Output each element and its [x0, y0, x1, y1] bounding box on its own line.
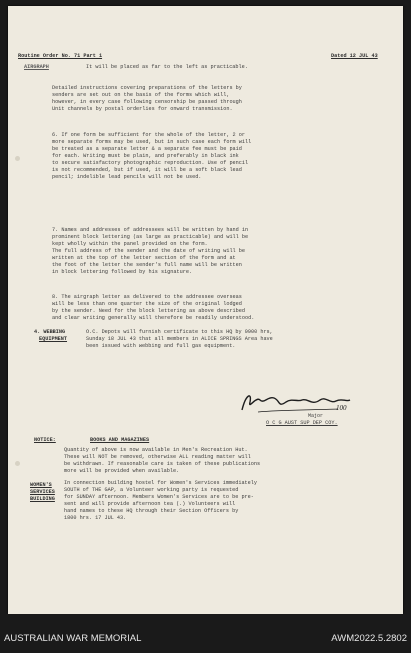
para-7-line: prominent block lettering (as large as practicable) and will be [52, 234, 249, 240]
para-1-line-1: Detailed instructions covering preparations of the letters by [52, 85, 242, 91]
section-label-equipment: EQUIPMENT [39, 336, 68, 342]
para-6-line: is not recommended, but if used, it will be a soft black lead [52, 167, 242, 173]
para-7-line: in block lettering followed by his signature. [52, 269, 193, 275]
punch-hole [15, 461, 20, 466]
para-1-line-2: senders are set out on the basis of the forms which will, [52, 92, 230, 98]
para-6-line: for each. Writing must be plain, and preferably in black ink [52, 153, 239, 159]
airgraph-intro-line: It will be placed as far to the left as practicable. [86, 64, 248, 70]
signature-rank: Major [308, 413, 324, 419]
notice-line: be withdrawn. If reasonable care is taken of these publications [64, 461, 261, 467]
webbing-line: O.C. Depots will furnish certificate to this HQ by 0900 hrs, [86, 329, 273, 335]
para-8-line: will be less than one quarter the size of the original lodged [52, 301, 242, 307]
order-date: Dated 12 JUL 43 [331, 53, 378, 59]
para-7-line: written at the top of the letter section of the form and at [52, 255, 236, 261]
para-6-line: 6. If one form be sufficient for the whole of the letter, 2 or [52, 132, 246, 138]
section-label-services: SERVICES [30, 489, 55, 495]
para-6-line: more separate forms may be used, but in such case each form will [52, 139, 252, 145]
womens-line: In connection building hostel for Women's Services immediately [64, 480, 258, 486]
webbing-line: Sunday 18 JUL 43 that all members in ALICE SPRINGS Area have [86, 336, 273, 342]
accession-number: AWM2022.5.2802 [331, 633, 407, 644]
para-1-line-3: however, in every case following censorship be passed through [52, 99, 242, 105]
signature-number: 100 [336, 404, 347, 412]
womens-line: hand names to these HQ through their Section Officers by [64, 508, 239, 514]
para-6-line: to secure satisfactory photographic reproduction. Use of pencil [52, 160, 249, 166]
para-7-line: 7. Names and addresses of addressees will be written by hand in [52, 227, 249, 233]
notice-line: These will NOT be removed, otherwise ALL reading matter will [64, 454, 251, 460]
archive-name: AUSTRALIAN WAR MEMORIAL [4, 633, 142, 644]
section-label-airgraph: AIRGRAPH [24, 64, 49, 70]
para-1-line-4: Unit channels by postal orderlies for onward transmission. [52, 106, 233, 112]
womens-line: sent and will provide afternoon tea (.) Volunteers will [64, 501, 236, 507]
para-8-line: by the sender. Need for the block lettering as above described [52, 308, 246, 314]
womens-line: for SUNDAY afternoon. Members Women's Services are to be pre- [64, 494, 254, 500]
notice-line: Quantity of above is now available in Men's Recreation Hut. [64, 447, 248, 453]
document-page [8, 6, 403, 614]
para-7-line: the foot of the letter the sender's full name will be written [52, 262, 242, 268]
archive-footer [0, 614, 411, 653]
para-6-line: pencil; indelible lead pencils will not be used. [52, 174, 202, 180]
section-label-building: BUILDING [30, 496, 55, 502]
para-6-line: be treated as a separate letter & a separate fee must be paid [52, 146, 242, 152]
signature-block: O C G AUST SUP DEP COY. [266, 420, 338, 426]
womens-line: SOUTH of THE GAP, a Volunteer working party is requested [64, 487, 239, 493]
section-label-womens: WOMEN'S [30, 482, 52, 488]
para-8-line: 8. The airgraph letter as delivered to the addressee overseas [52, 294, 242, 300]
para-7-line: The full address of the sender and the date of writing will be [52, 248, 246, 254]
notice-label: NOTICE: [34, 437, 56, 443]
punch-hole [15, 156, 20, 161]
para-7-line: kept wholly within the panel provided on the form. [52, 241, 208, 247]
notice-title: BOOKS AND MAGAZINES [90, 437, 150, 443]
womens-line: 1800 hrs. 17 JUL 43. [64, 515, 127, 521]
section-label-webbing: 4. WEBBING [34, 329, 66, 335]
routine-order-number: Routine Order No. 71 Part 1 [18, 53, 103, 59]
webbing-line: been issued with webbing and full gas equipment. [86, 343, 236, 349]
notice-line: more will be provided when available. [64, 468, 180, 474]
para-8-line: and clear writing generally will therefore be readily understood. [52, 315, 255, 321]
